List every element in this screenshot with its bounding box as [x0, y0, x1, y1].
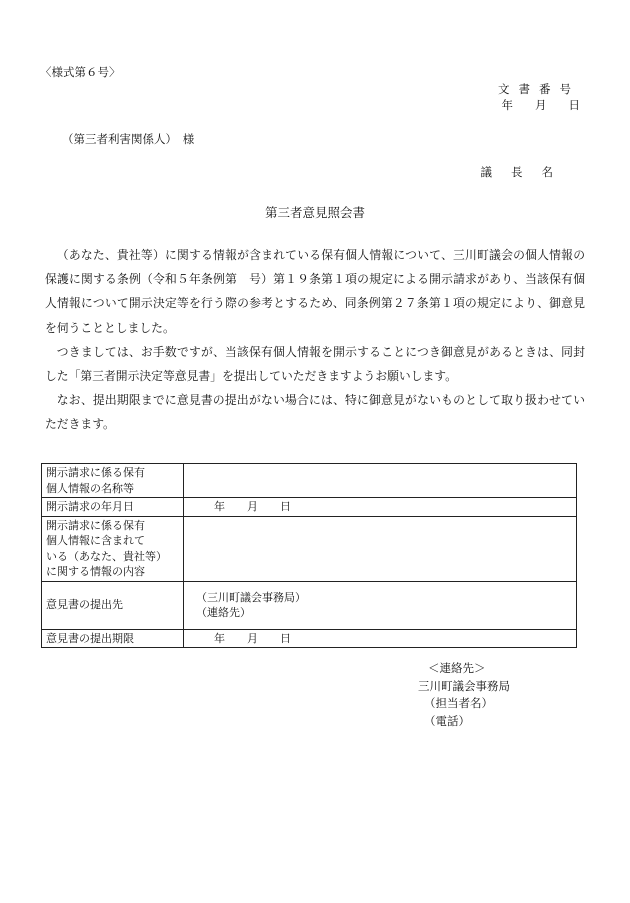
contact-person: （担当者名） — [424, 696, 493, 710]
contact-heading: ＜連絡先＞ — [428, 661, 486, 675]
contact-phone: （電話） — [424, 713, 470, 728]
addressee: （第三者利害関係人） 様 — [62, 132, 195, 146]
document-title: 第三者意見照会書 — [264, 205, 365, 220]
row-label: 開示請求に係る保有 個人情報に含まれて いる（あなた、貴社等） に関する情報の内容 — [42, 516, 184, 581]
row-value — [184, 516, 577, 581]
contact-office: 三川町議会事務局 — [418, 678, 510, 693]
row-value — [184, 464, 577, 498]
chairperson-name: 議長名 — [480, 165, 572, 179]
table-row — [42, 629, 577, 648]
paragraph-1: （あなた、貴社等）に関する情報が含まれている保有個人情報について、三川町議会の個人情報の保護に関する条例（令和５年条例第 号）第１９条第１項の規定による開示請求があり、当該保有個人情報について開示決定等を行う際の参考とするため、同条例第２７条第１項の規定により、御意見を伺うこととしました。 — [45, 248, 585, 335]
row-value: 年 月 日 — [184, 498, 577, 517]
table-row — [42, 581, 577, 629]
form-number: 〈様式第６号〉 — [40, 65, 121, 79]
body-text — [45, 243, 585, 437]
row-label: 意見書の提出期限 — [42, 629, 184, 648]
row-value: （三川町議会事務局） （連絡先） — [184, 581, 577, 629]
row-value: 年 月 日 — [184, 629, 577, 648]
info-table — [41, 463, 577, 648]
date-day: 日 — [568, 98, 580, 112]
paragraph-2: つきましては、お手数ですが、当該保有個人情報を開示することにつき御意見があるときは、同封した「第三者開示決定等意見書」を提出していただきますようお願いします。 — [45, 344, 585, 384]
row-label: 開示請求の年月日 — [42, 498, 184, 517]
date-year: 年 — [501, 98, 513, 112]
date-month: 月 — [535, 98, 547, 112]
table-row — [42, 516, 577, 581]
paragraph-3: なお、提出期限までに意見書の提出がない場合には、特に御意見がないものとして取り扱わせていただきます。 — [45, 393, 585, 432]
table-row — [42, 464, 577, 498]
document-date — [502, 97, 581, 113]
row-label: 意見書の提出先 — [42, 581, 184, 629]
row-label: 開示請求に係る保有 個人情報の名称等 — [42, 464, 184, 498]
contact-block — [418, 660, 510, 730]
document-number-label: 文書番号 — [498, 82, 580, 96]
table-row — [42, 498, 577, 517]
